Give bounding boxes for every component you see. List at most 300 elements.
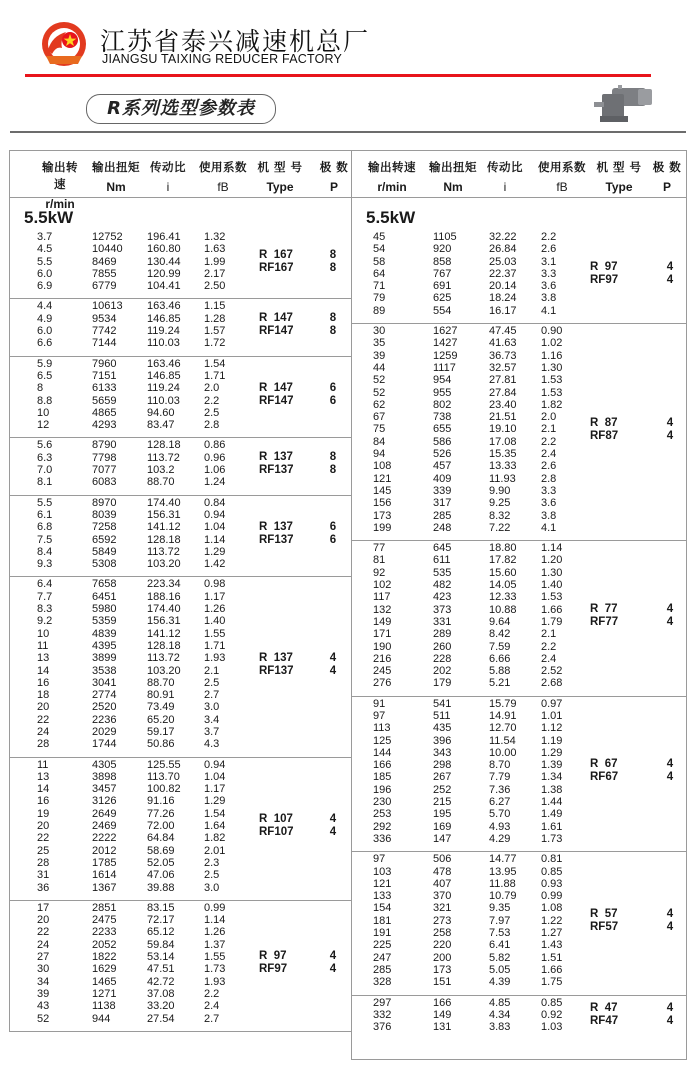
cell-torque: 1744 — [92, 738, 117, 751]
cell-speed: 45 — [373, 231, 386, 243]
cell-ratio: 130.44 — [147, 255, 181, 268]
cell-service-factor: 0.92 — [541, 1008, 563, 1021]
table-row — [352, 866, 686, 878]
table-row — [10, 926, 351, 938]
cell-torque: 655 — [433, 423, 452, 436]
table-row — [10, 358, 351, 370]
cell-torque: 409 — [433, 472, 452, 485]
cell-ratio: 32.22 — [489, 231, 517, 243]
cell-ratio: 42.72 — [147, 975, 175, 988]
cell-torque: 1627 — [433, 325, 458, 338]
cell-speed: 247 — [373, 951, 392, 964]
cell-service-factor: 4.1 — [541, 304, 557, 317]
cell-service-factor: 2.4 — [541, 652, 557, 665]
model-type: R 47 — [590, 1001, 618, 1014]
cell-ratio: 83.47 — [147, 419, 175, 432]
cell-torque: 2233 — [92, 926, 117, 939]
cell-speed: 10 — [37, 627, 50, 640]
column-header-cn: 传动比 — [150, 160, 186, 174]
pole-count: 4 — [666, 615, 674, 628]
cell-torque: 285 — [433, 509, 452, 522]
cell-ratio: 141.12 — [147, 627, 181, 640]
cell-torque: 220 — [433, 939, 452, 952]
cell-torque: 5308 — [92, 558, 117, 571]
cell-speed: 121 — [373, 877, 392, 890]
cell-speed: 27 — [37, 951, 50, 964]
cell-torque: 738 — [433, 411, 452, 424]
cell-service-factor: 1.29 — [204, 545, 226, 558]
cell-torque: 5849 — [92, 545, 117, 558]
table-row — [352, 411, 686, 423]
cell-speed: 94 — [373, 448, 386, 461]
cell-ratio: 163.46 — [147, 300, 181, 313]
table-row — [352, 784, 686, 796]
cell-speed: 52 — [373, 374, 386, 387]
cell-torque: 691 — [433, 280, 452, 293]
cell-service-factor: 2.8 — [204, 419, 220, 432]
cell-torque: 5359 — [92, 615, 117, 628]
cell-torque: 202 — [433, 665, 452, 678]
column-header-unit: Type — [605, 180, 633, 194]
cell-speed: 332 — [373, 1008, 392, 1021]
table-row — [352, 256, 686, 268]
cell-speed: 10 — [37, 406, 50, 419]
cell-ratio: 110.03 — [147, 337, 180, 350]
table-row — [352, 997, 686, 1009]
cell-ratio: 27.81 — [489, 374, 517, 387]
column-header-ratio — [148, 151, 188, 196]
cell-service-factor: 1.66 — [541, 603, 563, 616]
column-header-model-type — [249, 151, 311, 196]
cell-service-factor: 2.8 — [541, 472, 557, 485]
cell-service-factor: 1.04 — [204, 521, 226, 534]
table-row — [352, 759, 686, 771]
cell-speed: 77 — [373, 542, 386, 555]
cell-speed: 22 — [37, 832, 50, 845]
table-row — [10, 558, 351, 570]
table-row — [10, 808, 351, 820]
cell-ratio: 12.70 — [489, 722, 517, 735]
table-body — [352, 230, 686, 1039]
cell-service-factor: 3.0 — [204, 881, 220, 894]
section-divider — [10, 131, 686, 133]
cell-torque: 611 — [433, 554, 451, 567]
cell-service-factor: 1.15 — [204, 300, 226, 313]
cell-ratio: 59.84 — [147, 938, 175, 951]
table-row — [352, 473, 686, 485]
cell-torque: 1138 — [92, 1000, 116, 1013]
cell-speed: 133 — [373, 890, 392, 903]
model-type: R 57 — [590, 907, 618, 920]
cell-ratio: 47.06 — [147, 869, 175, 882]
cell-torque: 7658 — [92, 578, 117, 591]
table-row — [10, 1000, 351, 1012]
cell-ratio: 4.29 — [489, 832, 511, 845]
cell-speed: 9.2 — [37, 615, 53, 628]
pole-count: 4 — [666, 907, 674, 920]
cell-torque: 7077 — [92, 464, 117, 477]
cell-service-factor: 1.03 — [541, 1021, 563, 1034]
cell-torque: 1785 — [92, 856, 117, 869]
cell-speed: 6.1 — [37, 508, 53, 521]
cell-torque: 166 — [433, 996, 452, 1009]
cell-torque: 147 — [433, 832, 452, 845]
cell-service-factor: 1.16 — [541, 349, 563, 362]
cell-ratio: 110.03 — [147, 394, 180, 407]
cell-speed: 13 — [37, 652, 50, 665]
cell-service-factor: 2.17 — [204, 267, 226, 280]
model-type: RF87 — [590, 429, 619, 442]
cell-ratio: 113.70 — [147, 770, 180, 783]
table-row — [10, 845, 351, 857]
model-group — [352, 541, 686, 697]
table-row — [352, 485, 686, 497]
table-row — [10, 578, 351, 590]
cell-speed: 8.8 — [37, 394, 53, 407]
table-row — [352, 796, 686, 808]
pole-count-labels — [327, 652, 339, 678]
table-row — [10, 603, 351, 615]
cell-service-factor: 1.82 — [204, 832, 226, 845]
cell-service-factor: 2.4 — [541, 448, 557, 461]
cell-torque: 944 — [92, 1012, 111, 1025]
pole-count: 4 — [666, 1001, 674, 1014]
cell-speed: 20 — [37, 820, 50, 833]
table-row — [10, 382, 351, 394]
column-header-unit: fB — [556, 180, 568, 194]
cell-torque: 2774 — [92, 689, 117, 702]
cell-ratio: 104.41 — [147, 280, 181, 293]
cell-torque: 2469 — [92, 820, 117, 833]
cell-service-factor: 1.26 — [204, 603, 226, 616]
cell-ratio: 223.34 — [147, 578, 181, 591]
cell-torque: 317 — [433, 497, 452, 510]
cell-service-factor: 1.19 — [541, 734, 563, 747]
cell-service-factor: 0.84 — [204, 496, 226, 509]
table-row — [10, 665, 351, 677]
table-row — [352, 305, 686, 317]
table-row — [10, 452, 351, 464]
model-type: RF107 — [259, 826, 294, 839]
column-header-torque — [424, 151, 482, 196]
cell-torque: 267 — [433, 771, 452, 784]
cell-ratio: 26.84 — [489, 243, 517, 256]
table-row — [10, 497, 351, 509]
cell-speed: 28 — [37, 856, 50, 869]
cell-torque: 228 — [433, 652, 452, 665]
cell-speed: 14 — [37, 664, 50, 677]
cell-ratio: 174.40 — [147, 496, 181, 509]
cell-torque: 151 — [433, 976, 452, 989]
cell-torque: 4395 — [92, 639, 117, 652]
pole-count: 4 — [666, 602, 674, 615]
column-header-unit: Type — [266, 180, 294, 194]
table-row — [352, 628, 686, 640]
table-row — [352, 243, 686, 255]
cell-service-factor: 1.51 — [541, 951, 563, 964]
cell-ratio: 6.27 — [489, 796, 511, 809]
cell-speed: 39 — [373, 349, 386, 362]
cell-ratio: 10.79 — [489, 890, 517, 903]
cell-speed: 285 — [373, 963, 392, 976]
cell-speed: 245 — [373, 665, 392, 678]
cell-ratio: 15.60 — [489, 566, 517, 579]
cell-ratio: 52.05 — [147, 856, 175, 869]
cell-ratio: 83.15 — [147, 901, 175, 914]
cell-service-factor: 1.04 — [204, 770, 226, 783]
cell-torque: 195 — [433, 808, 452, 821]
pole-count-labels — [327, 451, 339, 477]
cell-speed: 8.4 — [37, 545, 53, 558]
cell-torque: 1614 — [92, 869, 117, 882]
cell-speed: 144 — [373, 746, 392, 759]
column-header-model-type — [589, 151, 649, 196]
cell-ratio: 7.97 — [489, 914, 511, 927]
cell-service-factor: 0.98 — [204, 578, 226, 591]
cell-speed: 36 — [37, 881, 50, 894]
pole-count: 6 — [329, 394, 337, 407]
left-spec-table — [9, 150, 351, 1032]
cell-service-factor: 2.5 — [204, 676, 220, 689]
cell-speed: 8.1 — [37, 476, 53, 489]
column-header-cn: 极 数 — [652, 160, 682, 174]
cell-service-factor: 2.1 — [541, 423, 557, 436]
table-row — [352, 665, 686, 677]
pole-count: 6 — [329, 381, 337, 394]
cell-torque: 2520 — [92, 701, 117, 714]
cell-ratio: 65.12 — [147, 926, 175, 939]
cell-speed: 6.0 — [37, 267, 53, 280]
cell-ratio: 6.41 — [489, 939, 511, 952]
model-type: RF67 — [590, 771, 619, 784]
cell-ratio: 47.51 — [147, 963, 175, 976]
cell-torque: 289 — [433, 628, 452, 641]
table-row — [10, 280, 351, 292]
cell-speed: 6.5 — [37, 369, 53, 382]
model-type: R 87 — [590, 416, 618, 429]
model-group — [10, 901, 351, 1031]
cell-speed: 20 — [37, 914, 50, 927]
cell-service-factor: 2.2 — [204, 394, 220, 407]
cell-torque: 435 — [433, 722, 452, 735]
cell-speed: 297 — [373, 996, 392, 1009]
cell-service-factor: 2.1 — [541, 628, 557, 641]
table-row — [10, 677, 351, 689]
cell-torque: 3457 — [92, 783, 117, 796]
column-header-unit: fB — [217, 180, 229, 194]
cell-speed: 17 — [37, 901, 50, 914]
pole-count-labels — [664, 1002, 676, 1028]
model-type: R 97 — [590, 261, 618, 274]
cell-speed: 22 — [37, 926, 50, 939]
cell-torque: 339 — [433, 484, 452, 497]
pole-count: 4 — [329, 963, 337, 976]
cell-service-factor: 1.17 — [204, 783, 226, 796]
cell-service-factor: 0.99 — [541, 890, 563, 903]
cell-service-factor: 1.01 — [541, 709, 563, 722]
model-type: RF77 — [590, 615, 619, 628]
cell-service-factor: 2.2 — [541, 640, 557, 653]
table-row — [352, 554, 686, 566]
cell-service-factor: 2.0 — [204, 382, 220, 395]
column-header-cn: 机 型 号 — [596, 160, 642, 174]
cell-ratio: 9.64 — [489, 615, 511, 628]
table-row — [10, 521, 351, 533]
cell-speed: 108 — [373, 460, 392, 473]
cell-speed: 103 — [373, 865, 392, 878]
table-header — [352, 151, 686, 198]
cell-service-factor: 1.02 — [541, 337, 563, 350]
cell-torque: 526 — [433, 448, 452, 461]
table-row — [10, 243, 351, 255]
cell-ratio: 14.77 — [489, 853, 517, 866]
cell-service-factor: 1.53 — [541, 374, 563, 387]
cell-speed: 67 — [373, 411, 386, 424]
cell-speed: 171 — [373, 628, 392, 641]
cell-ratio: 72.00 — [147, 820, 175, 833]
cell-speed: 7.0 — [37, 464, 53, 477]
pole-count-labels — [664, 417, 676, 443]
cell-torque: 3126 — [92, 795, 117, 808]
pole-count-labels — [327, 813, 339, 839]
cell-torque: 8790 — [92, 439, 117, 452]
cell-ratio: 32.57 — [489, 361, 517, 374]
table-row — [10, 509, 351, 521]
pole-count: 4 — [666, 1014, 674, 1027]
model-type-labels — [259, 652, 294, 678]
cell-torque: 8970 — [92, 496, 117, 509]
table-row — [352, 436, 686, 448]
cell-ratio: 4.85 — [489, 996, 511, 1009]
model-type-labels — [590, 1002, 618, 1028]
cell-speed: 11 — [37, 758, 49, 771]
column-header-speed — [37, 151, 83, 213]
cell-service-factor: 1.12 — [541, 722, 563, 735]
cell-speed: 376 — [373, 1021, 392, 1034]
column-header-ratio — [483, 151, 527, 196]
model-group — [10, 299, 351, 356]
column-header-cn: 极 数 — [319, 160, 349, 174]
cell-ratio: 160.80 — [147, 243, 181, 256]
cell-torque: 506 — [433, 853, 452, 866]
cell-ratio: 23.40 — [489, 398, 517, 411]
cell-torque: 2222 — [92, 832, 117, 845]
cell-speed: 97 — [373, 709, 386, 722]
cell-speed: 54 — [373, 243, 386, 256]
table-row — [352, 591, 686, 603]
cell-service-factor: 3.4 — [204, 713, 220, 726]
cell-speed: 84 — [373, 435, 386, 448]
cell-speed: 25 — [37, 844, 50, 857]
header-divider — [25, 74, 651, 77]
column-header-poles — [316, 151, 352, 196]
cell-ratio: 11.88 — [489, 877, 516, 890]
table-row — [10, 832, 351, 844]
cell-service-factor: 0.81 — [541, 853, 563, 866]
cell-service-factor: 1.73 — [541, 832, 563, 845]
model-type: RF137 — [259, 664, 294, 677]
cell-service-factor: 1.14 — [204, 533, 226, 546]
table-row — [352, 964, 686, 976]
cell-torque: 3041 — [92, 676, 117, 689]
cell-ratio: 15.79 — [489, 697, 517, 710]
table-body — [10, 230, 351, 1031]
cell-ratio: 113.72 — [147, 652, 180, 665]
table-row — [352, 710, 686, 722]
cell-torque: 7151 — [92, 369, 117, 382]
cell-torque: 2649 — [92, 807, 117, 820]
table-row — [352, 231, 686, 243]
model-type: R 77 — [590, 602, 618, 615]
cell-service-factor: 0.85 — [541, 865, 563, 878]
cell-torque: 2012 — [92, 844, 117, 857]
cell-ratio: 7.22 — [489, 521, 511, 534]
cell-speed: 31 — [37, 869, 50, 882]
model-type-labels — [259, 451, 294, 477]
cell-torque: 482 — [433, 579, 452, 592]
cell-service-factor: 1.24 — [204, 476, 226, 489]
cell-ratio: 128.18 — [147, 439, 181, 452]
table-row — [10, 370, 351, 382]
cell-speed: 5.5 — [37, 255, 53, 268]
cell-speed: 7.7 — [37, 590, 53, 603]
cell-service-factor: 3.0 — [204, 701, 220, 714]
pole-count: 4 — [329, 813, 337, 826]
cell-speed: 8.3 — [37, 603, 53, 616]
cell-ratio: 91.16 — [147, 795, 175, 808]
cell-torque: 7798 — [92, 451, 117, 464]
cell-ratio: 58.69 — [147, 844, 175, 857]
model-type: R 147 — [259, 381, 293, 394]
cell-torque: 1367 — [92, 881, 117, 894]
cell-ratio: 146.85 — [147, 369, 181, 382]
cell-torque: 1629 — [92, 963, 117, 976]
cell-torque: 373 — [433, 603, 452, 616]
table-row — [352, 497, 686, 509]
cell-speed: 52 — [37, 1012, 50, 1025]
cell-service-factor: 2.2 — [541, 435, 557, 448]
cell-torque: 173 — [433, 963, 452, 976]
column-header-cn: 机 型 号 — [257, 160, 303, 174]
table-row — [352, 939, 686, 951]
cell-speed: 11 — [37, 639, 49, 652]
cell-torque: 1259 — [433, 349, 458, 362]
cell-torque: 6592 — [92, 533, 117, 546]
column-header-unit: i — [503, 180, 507, 194]
cell-speed: 292 — [373, 820, 392, 833]
cell-service-factor: 2.6 — [541, 460, 557, 473]
cell-speed: 216 — [373, 652, 392, 665]
table-row — [10, 419, 351, 431]
cell-speed: 6.8 — [37, 521, 53, 534]
cell-service-factor: 2.4 — [204, 1000, 220, 1013]
cell-ratio: 33.20 — [147, 1000, 175, 1013]
model-group — [352, 230, 686, 324]
cell-service-factor: 1.99 — [204, 255, 226, 268]
cell-service-factor: 3.3 — [541, 267, 557, 280]
table-row — [10, 759, 351, 771]
model-group — [352, 697, 686, 853]
cell-service-factor: 1.14 — [541, 542, 563, 555]
table-row — [10, 476, 351, 488]
cell-service-factor: 1.82 — [541, 398, 563, 411]
table-header — [10, 151, 351, 211]
cell-service-factor: 2.2 — [204, 987, 220, 1000]
cell-speed: 18 — [37, 689, 50, 702]
cell-ratio: 6.66 — [489, 652, 511, 665]
table-row — [10, 869, 351, 881]
cell-speed: 30 — [373, 325, 386, 338]
